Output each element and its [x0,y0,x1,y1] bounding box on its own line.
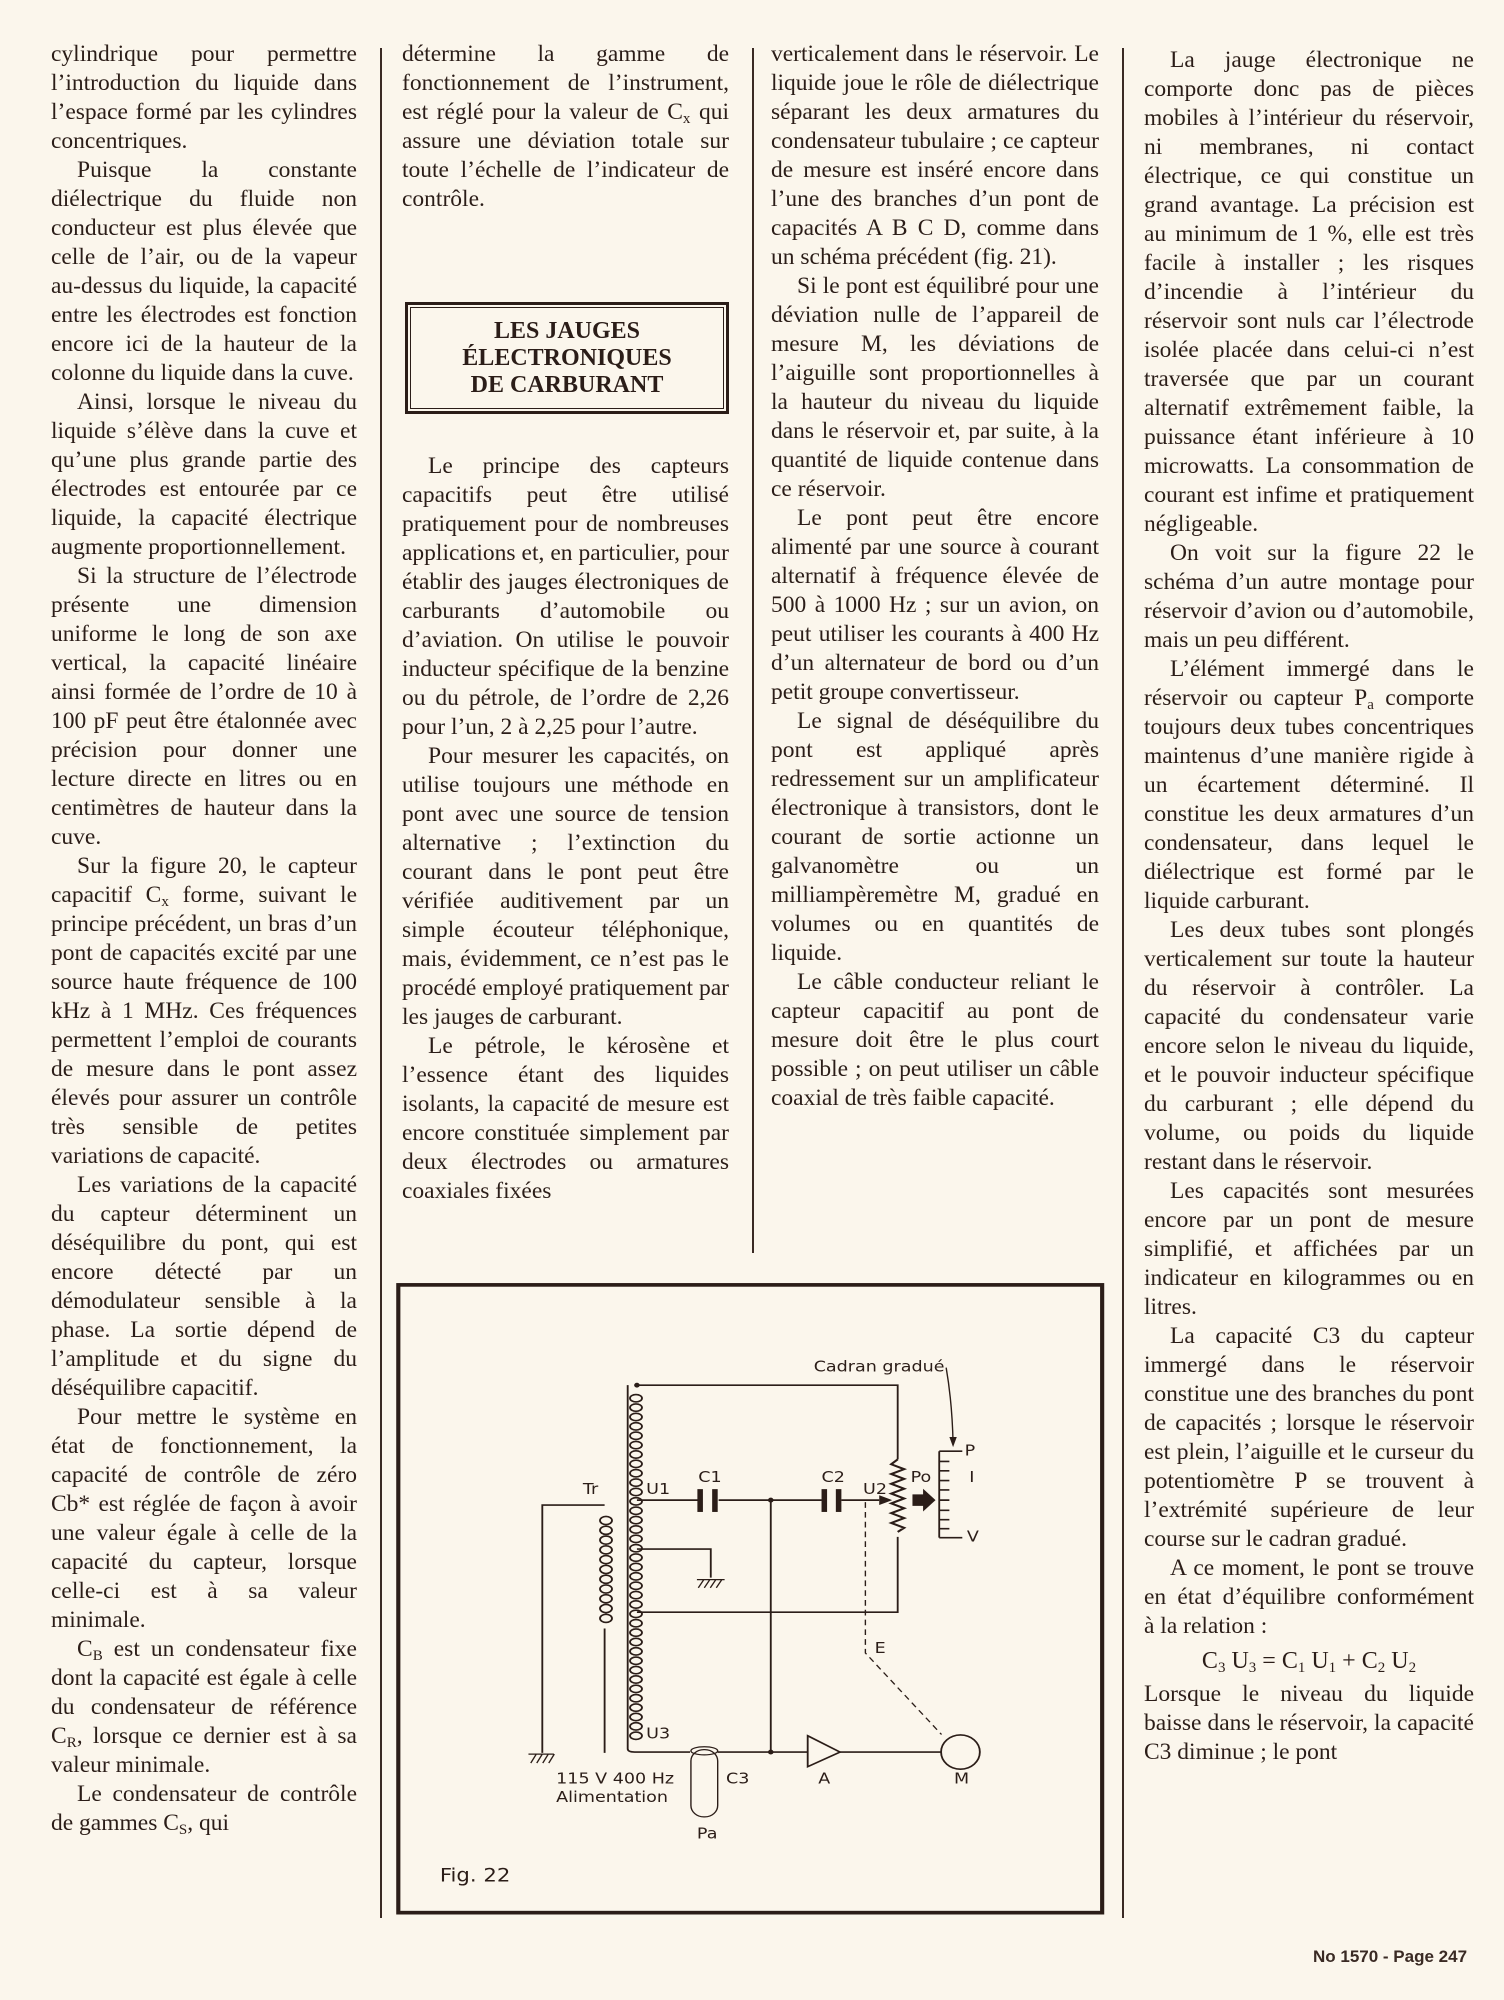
text-run: A ce moment, le pont se trouve en état d’équilibre conformément à la relation : [1144,1555,1474,1639]
label-supply: Alimentation [556,1787,669,1806]
label-e: E [874,1638,886,1657]
paragraph [402,452,729,742]
paragraph [1144,1680,1474,1767]
text-run: Le condensateur de contrôle de gammes C [51,1781,357,1836]
text-run: Si le pont est équilibré pour une déviation nulle de l’appareil de mesure M, les déviations de l’aiguille sont proportionnelles à la hauteur du niveau du liquide dans le réservoir et, par suite, à la quantité de liquide contenue dans ce réservoir. [771,273,1099,502]
article-column-3 [771,40,1099,1113]
label-i: I [969,1467,975,1486]
capacitor-sensor-pa [691,1750,718,1817]
po-arrow [912,1489,935,1512]
text-run: U [1225,1648,1249,1674]
label-tr: Tr [582,1479,599,1498]
subscript: a [1367,697,1374,713]
amplifier-symbol [808,1736,840,1767]
capacitor-c1-plate [712,1489,718,1512]
text-run: Le pétrole, le kérosène et l’essence étant des liquides isolants, la capacité de mesure est encore constituée simplement par deux électrodes ou armatures coaxiales fixées [402,1033,729,1204]
subscript: 3 [1217,1660,1226,1676]
text-run: Le pont peut être encore alimenté par une source à courant alternatif à fréquence élevée de 500 à 1000 Hz ; sur un avion, on peut utiliser les courants à 400 Hz d’un alternateur de bord ou d’un petit groupe convertisseur. [771,505,1099,705]
capacitor-c2-plate [836,1489,842,1512]
paragraph [1144,1554,1474,1641]
article-column-2-top [402,40,729,214]
subscript: 2 [1408,1660,1417,1676]
paragraph [771,504,1099,707]
article-column-2-body [402,452,729,1206]
paragraph [771,707,1099,968]
subscript: x [682,111,691,127]
text-run: La capacité C3 du capteur immergé dans le réservoir constitue une des branches du pont de capacités ; lorsque le réservoir est plein, l’aiguille et le curseur du potentiomètre P se trouvent à l’extrémité supérieure de leur course sur le cadran gradué. [1144,1323,1474,1552]
text-run: Le principe des capteurs capacitifs peut être utilisé pratiquement pour de nombreuses applications et, en particulier, pour établir des jauges électroniques de carburants d’automobile ou d’aviation. On utilise le pouvoir inducteur spécifique de la benzine ou du pétrole, de l’ordre de 2,26 pour l’un, 2 à 2,25 pour l’autre. [402,453,729,740]
label-u1: U1 [646,1479,671,1498]
paragraph [51,40,357,156]
transformer-primary-coil [600,1516,612,1622]
text-run: Les capacités sont mesurées encore par un pont de mesure simplifié, et affichées par un indicateur en kilogrammes ou en litres. [1144,1178,1474,1320]
dial-pointer-arrow [946,1368,953,1443]
paragraph [51,1635,357,1780]
label-a: A [818,1769,831,1788]
wire [628,1385,941,1752]
text-run: verticalement dans le réservoir. Le liquide joue le rôle de diélectrique séparant les deux armatures du condensateur tubulaire ; ce capteur de mesure est inséré encore dans l’une des branches d’un pont de capacités A B C D, comme dans un schéma précédent (fig. 21). [771,41,1099,270]
paragraph [51,1403,357,1635]
column-rule [380,48,382,1918]
paragraph [771,40,1099,272]
text-run: cylindrique pour permettre l’introduction du liquide dans l’espace formé par les cylindres concentriques. [51,41,357,154]
dashed-link [865,1502,941,1734]
text-run: détermine la gamme de fonctionnement de l’instrument, est réglé pour la valeur de C [402,41,729,125]
text-run: comporte toujours deux tubes concentriques maintenus d’une manière rigide à un écartement déterminé. Il constitue les deux armatures d’un condensateur, dans lequel le diélectrique est formé par le liquide carburant. [1144,685,1475,914]
subscript: 1 [1328,1660,1337,1676]
figure-frame [398,1285,1102,1913]
paragraph [1144,1322,1474,1554]
text-run: Les deux tubes sont plongés verticalement sur toute la hauteur du réservoir à contrôler. La capacité du condensateur varie encore selon le niveau du liquide, et le pouvoir inducteur spécifique du carburant ; elle dépend du volume, ou poids du liquide restant dans le réservoir. [1144,917,1474,1175]
label-u2: U2 [863,1479,888,1498]
text-run: Lorsque le niveau du liquide baisse dans le réservoir, la capacité C3 diminue ; le pont [1144,1681,1474,1765]
potentiometer [891,1459,904,1532]
capacitor-c2-plate [822,1489,828,1512]
text-run: Sur la figure 20, le capteur capacitif C [51,853,357,908]
label-m: M [954,1769,970,1788]
label-p: P [964,1441,976,1460]
text-run: est un condensateur fixe dont la capacité est égale à celle du condensateur de référence C [51,1636,357,1749]
text-run: U [1305,1648,1329,1674]
wire [637,1385,898,1612]
paragraph [1144,1177,1474,1322]
label-po: Po [910,1467,932,1486]
paragraph [51,388,357,562]
subscript: B [92,1648,103,1664]
subscript: S [178,1822,188,1838]
subscript: 2 [1377,1660,1386,1676]
wire [637,1549,711,1578]
label-supply-voltage: 115 V 400 Hz [556,1769,675,1788]
paragraph [1144,46,1474,539]
text-run: Pour mesurer les capacités, on utilise toujours une méthode en pont avec une source de tension alternative ; l’extinction du courant dans le pont peut être vérifiée auditivement par un simple écouteur téléphonique, mais, évidemment, ce n’est pas le procédé employé pratiquement par les jauges de carburant. [402,743,729,1030]
paragraph [1144,655,1474,916]
figure-caption: Fig. 22 [439,1863,511,1886]
label-pa: Pa [696,1824,718,1843]
ground-symbol [697,1580,725,1588]
paragraph [51,1780,357,1838]
paragraph [51,156,357,388]
text-run: U [1385,1648,1409,1674]
capacitor-c1-plate [697,1489,703,1512]
equation [1144,1647,1474,1676]
text-run: forme, suivant le principe précédent, un bras d’un pont de capacités excité par une source haute fréquence de 100 kHz à 1 MHz. Ces fréquences permettent l’emploi de courants de mesure dans le pont assez élevés pour assurer un contrôle très sensible de petites variations de capacité. [51,882,357,1169]
text-run: L’élément immergé dans le réservoir ou capteur P [1144,656,1474,711]
paragraph [771,272,1099,504]
article-column-1 [51,40,357,1838]
subscript: 3 [1248,1660,1257,1676]
column-rule [752,48,754,1253]
paragraph [51,852,357,1171]
paragraph [402,742,729,1032]
text-run: On voit sur la figure 22 le schéma d’un autre montage pour réservoir d’avion ou d’automobile, mais un peu différent. [1144,540,1474,653]
paragraph [402,1032,729,1206]
figure-22-circuit-diagram [390,1280,1110,1920]
text-run: C [77,1636,93,1662]
section-heading-line: DE CARBURANT [470,371,664,398]
meter-symbol [941,1735,980,1769]
paragraph [51,1171,357,1403]
paragraph [51,562,357,852]
text-run: Si la structure de l’électrode présente une dimension uniforme le long de son axe vertical, la capacité linéaire ainsi formée de l’ordre de 10 à 100 pF peut être étalonnée avec précision pour donner une lecture directe en litres ou en centimètres de hauteur dans la cuve. [51,563,357,850]
paragraph [1144,916,1474,1177]
text-run: = C [1256,1648,1298,1674]
label-c2: C2 [821,1467,845,1486]
text-run: Puisque la constante diélectrique du fluide non conducteur est plus élevée que celle de l’air, ou de la vapeur au-dessus du liquide, la capacité entre les électrodes est fonction encore ici de la hauteur de la colonne du liquide dans la cuve. [51,157,357,386]
section-heading-box [405,302,729,414]
dial-scale [939,1451,962,1537]
label-dial: Cadran gradué [813,1357,945,1376]
label-u3: U3 [646,1724,671,1743]
text-run: Le signal de déséquilibre du pont est appliqué après redressement sur un amplificateur électronique à transistors, dont le courant de sortie actionne un galvanomètre ou un milliampèremètre M, gradué en volumes ou en quantités de liquide. [771,708,1099,966]
article-column-4 [1144,46,1474,1767]
section-heading-line: LES JAUGES [493,317,641,344]
wire [542,1505,604,1753]
section-heading-line: ÉLECTRONIQUES [462,344,672,371]
label-c3: C3 [726,1769,750,1788]
text-run: , lorsque ce dernier est à sa valeur minimale. [51,1723,357,1778]
text-run: Le câble conducteur reliant le capteur capacitif au pont de mesure doit être le plus court possible ; on peut utiliser un câble coaxial de très faible capacité. [771,969,1099,1111]
text-run: Ainsi, lorsque le niveau du liquide s’élève dans la cuve et qu’une plus grande partie des électrodes est entourée par ce liquide, la capacité électrique augmente proportionnellement. [51,389,357,560]
paragraph [402,40,729,214]
text-run: La jauge électronique ne comporte donc pas de pièces mobiles à l’intérieur du réservoir, ni membranes, ni contact électrique, ce qui constitue un grand avantage. La précision est au minimum de 1 %, elle est très facile à installer ; les risques d’incendie à l’intérieur du réservoir sont nuls car l’électrode isolée placée dans celui-ci n’est traversée que par un courant alternatif extrêmement faible, la puissance étant inférieure à 10 microwatts. La consommation de courant est infime et pratiquement négligeable. [1144,47,1474,537]
subscript: R [66,1735,77,1751]
column-rule [1122,48,1124,1918]
ground-symbol [528,1754,554,1763]
page-footer: No 1570 - Page 247 [1313,1947,1468,1966]
subscript: x [161,894,169,910]
text-run: C [1201,1648,1218,1674]
label-v: V [966,1527,979,1546]
transformer-secondary-coil [630,1395,642,1740]
subscript: 1 [1297,1660,1306,1676]
label-c1: C1 [698,1467,722,1486]
text-run: Pour mettre le système en état de fonctionnement, la capacité de contrôle de zéro Cb* est réglée de façon à avoir une valeur égale à celle de la capacité du capteur, lorsque celle-ci est à sa valeur minimale. [51,1404,357,1633]
text-run: , qui [187,1810,230,1836]
text-run: qui assure une déviation totale sur toute l’échelle de l’indicateur de contrôle. [402,99,729,212]
paragraph [771,968,1099,1113]
text-run: Les variations de la capacité du capteur déterminent un déséquilibre du pont, qui est encore détecté par un démodulateur sensible à la phase. La sortie dépend de l’amplitude et du signe du déséquilibre capacitif. [51,1172,357,1401]
text-run: + C [1336,1648,1378,1674]
paragraph [1144,539,1474,655]
